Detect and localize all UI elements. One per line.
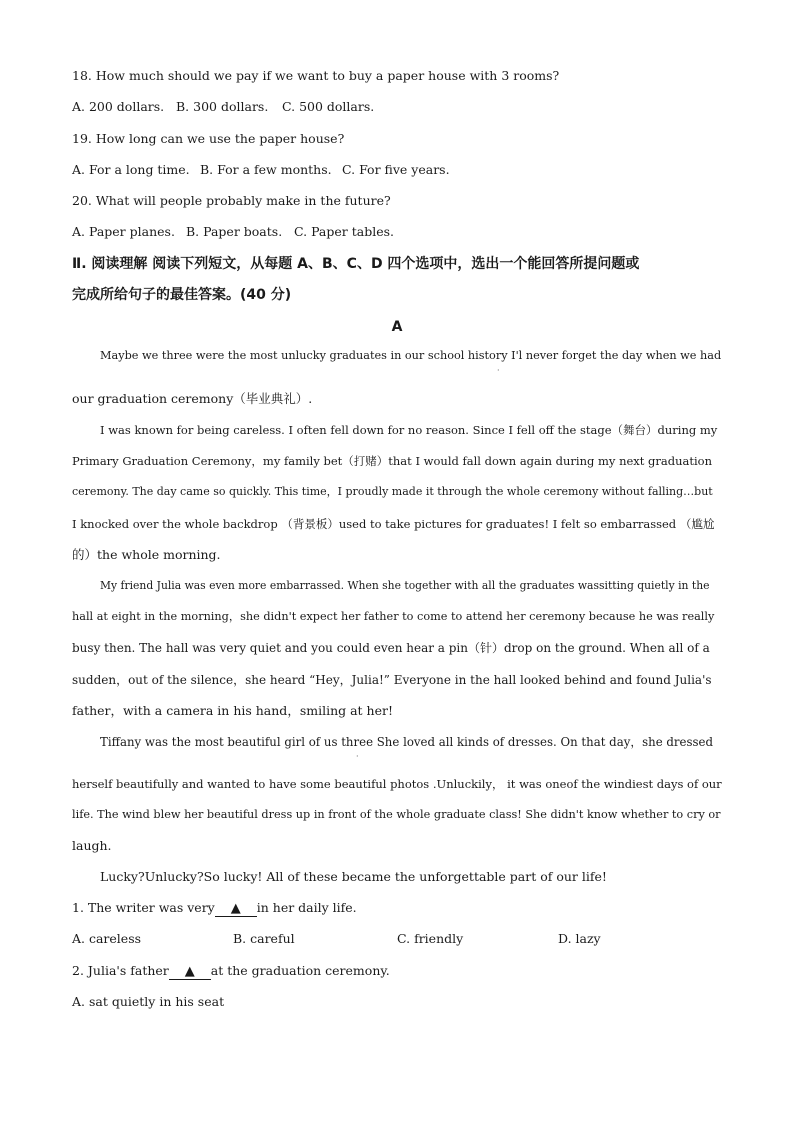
- passage-p2-line-1: I was known for being careless. I often fell down for no reason. Since I fell off the stage（舞台）during my: [100, 423, 718, 437]
- question-1-stem-start: 1. The writer was very: [72, 900, 215, 915]
- question-18-options: [72, 98, 722, 116]
- option-a: A. For a long time.: [72, 162, 190, 177]
- passage-p3-line-5: father，with a camera in his hand，smiling at her!: [72, 703, 393, 718]
- passage-p1-line-1: Maybe we three were the most unlucky graduates in our school history I'l never forget the day when we had: [100, 349, 722, 362]
- passage-p3-line-3: busy then. The hall was very quiet and you could even hear a pin（针）drop on the ground. When all of a: [72, 641, 710, 655]
- answer-blank: [215, 901, 257, 917]
- stray-dot-mark: ·: [497, 366, 500, 375]
- option-c: C. For five years.: [342, 162, 450, 177]
- option-b: B. 300 dollars.: [176, 99, 269, 114]
- question-20: 20. What will people probably make in the future?: [72, 193, 391, 208]
- passage-p2-line-3: ceremony. The day came so quickly. This time，I proudly made it through the whole ceremony without falling…but: [72, 485, 713, 498]
- option-a: A. Paper planes.: [72, 224, 175, 239]
- option-c: C. friendly: [397, 931, 464, 946]
- passage-p3-line-2: hall at eight in the morning，she didn't expect her father to come to attend her ceremony because he was really: [72, 610, 715, 623]
- passage-p5-line-1: Lucky?Unlucky?So lucky! All of these became the unforgettable part of our life!: [100, 869, 607, 884]
- question-18: 18. How much should we pay if we want to buy a paper house with 3 rooms?: [72, 68, 560, 83]
- passage-p4-line-3: life. The wind blew her beautiful dress up in front of the whole graduate class! She didn't know whether to cry or: [72, 808, 721, 821]
- passage-p4-line-1: Tiffany was the most beautiful girl of us three She loved all kinds of dresses. On that day，she dressed: [100, 735, 714, 749]
- option-b: B. careful: [233, 931, 295, 946]
- question-19: 19. How long can we use the paper house?: [72, 131, 345, 146]
- option-a: A. careless: [72, 931, 142, 946]
- passage-p2-line-2: Primary Graduation Ceremony，my family bet（打赌）that I would fall down again during my next graduation: [72, 454, 713, 468]
- passage-p3-line-1: My friend Julia was even more embarrassed. When she together with all the graduates wassitting quietly in the: [100, 579, 710, 592]
- question-2-stem-end: at the graduation ceremony.: [210, 963, 390, 978]
- passage-p4-line-4: laugh.: [72, 838, 112, 853]
- question-2: [72, 962, 722, 980]
- blank-marker-icon: ▲: [184, 964, 195, 979]
- passage-p2-line-4: I knocked over the whole backdrop （背景板）used to take pictures for graduates! I felt so embarrassed （尴尬: [72, 517, 715, 531]
- section-heading-line-1: Ⅱ. 阅读理解 阅读下列短文，从每题 A、B、C、D 四个选项中，选出一个能回答所提问题或: [72, 256, 640, 272]
- option-a: A. 200 dollars.: [72, 99, 165, 114]
- section-heading-line-2: 完成所给句子的最佳答案。(40 分): [72, 287, 292, 303]
- option-c: C. Paper tables.: [294, 224, 394, 239]
- question-2-option-a: A. sat quietly in his seat: [72, 994, 225, 1009]
- question-1-options: [72, 930, 722, 948]
- passage-p3-line-4: sudden，out of the silence，she heard “Hey，Julia!” Everyone in the hall looked behind and found Julia's: [72, 673, 712, 687]
- question-1-stem-end: in her daily life.: [256, 900, 357, 915]
- question-1: [72, 899, 722, 917]
- question-19-options: [72, 161, 722, 179]
- option-b: B. Paper boats.: [186, 224, 283, 239]
- question-20-options: [72, 223, 722, 241]
- blank-marker-icon: ▲: [230, 901, 241, 916]
- passage-p2-line-5: 的）the whole morning.: [72, 547, 221, 562]
- option-b: B. For a few months.: [200, 162, 332, 177]
- stray-dot-mark: ·: [356, 752, 359, 761]
- question-2-stem-start: 2. Julia's father: [72, 963, 169, 978]
- passage-p4-line-2: herself beautifully and wanted to have some beautiful photos .Unluckily， it was oneof the windiest days of our: [72, 777, 722, 791]
- passage-p1-line-2: our graduation ceremony（毕业典礼）.: [72, 391, 313, 406]
- option-d: D. lazy: [558, 931, 601, 946]
- passage-label: A: [391, 319, 403, 335]
- option-c: C. 500 dollars.: [282, 99, 375, 114]
- answer-blank: [169, 964, 211, 980]
